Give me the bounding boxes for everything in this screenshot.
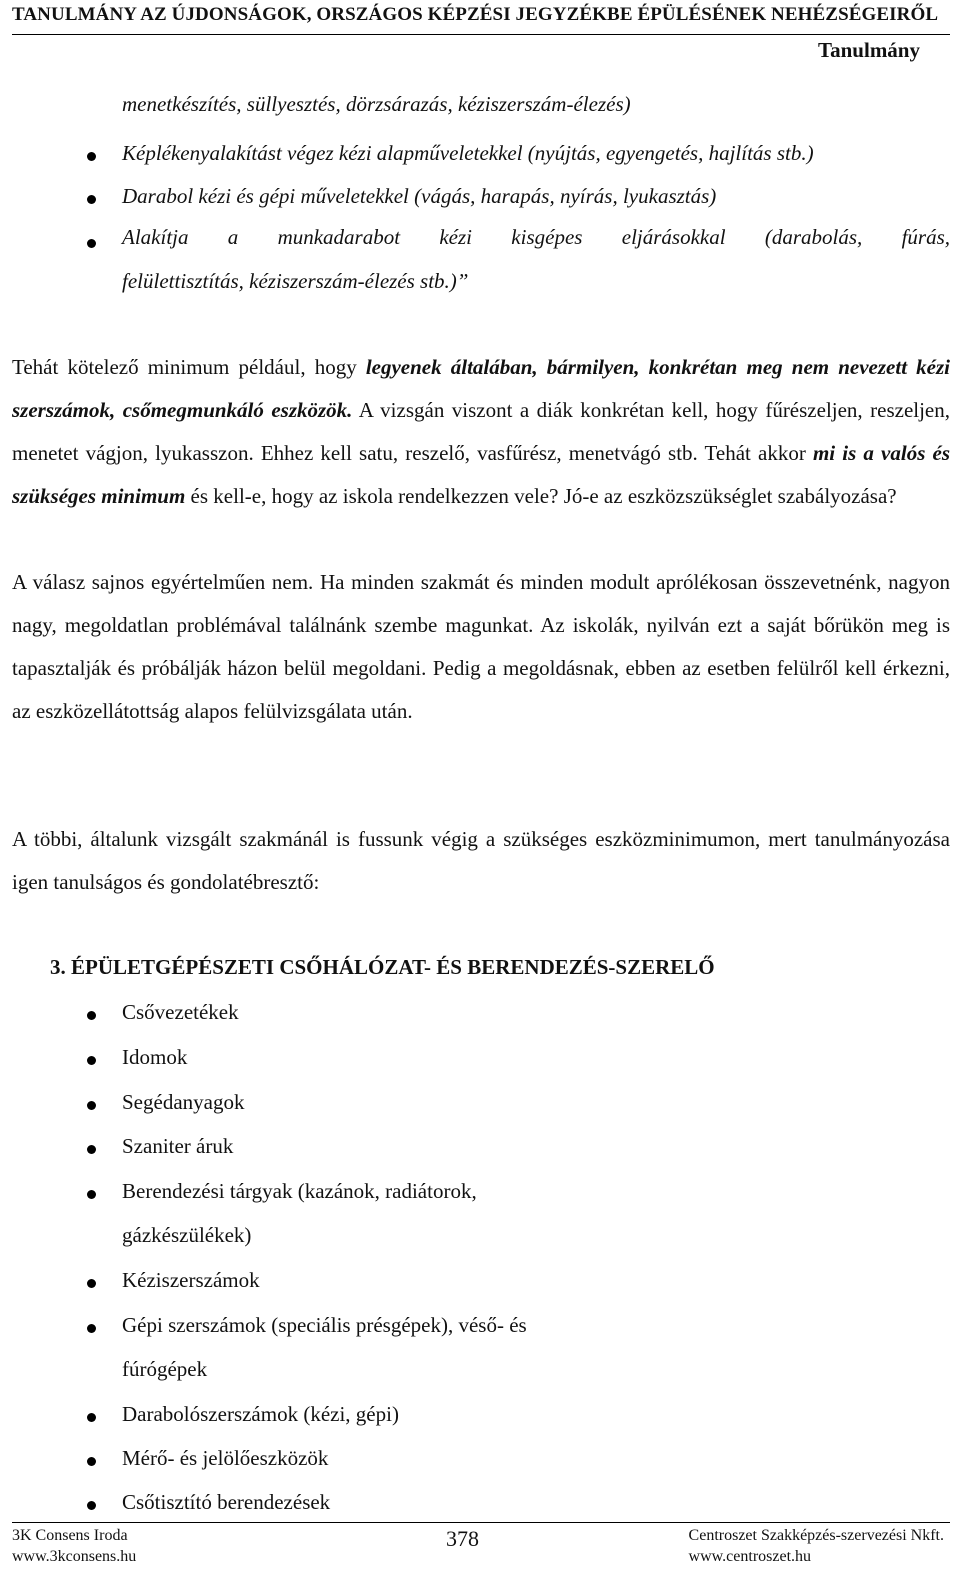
paragraph: A válasz sajnos egyértelműen nem. Ha minden szakmát és minden modult aprólékosan összevetnénk, nagyon nagy, megoldatlan problémával találnánk szembe magunkat. Az iskolák, nyilván ezt a saját bőrükön meg is tapasztalják és próbálják házon belül megoldani. Pedig a megoldásnak, ebben az esetben felülről kell érkezni, az eszközellátottság alapos felülvizsgálata után. (12, 570, 950, 723)
list-item (0, 181, 960, 225)
list-item-text: Csőtisztító berendezések (122, 1490, 331, 1514)
list-item-text: Darabolószerszámok (kézi, gépi) (122, 1402, 399, 1426)
section-heading: 3. ÉPÜLETGÉPÉSZETI CSŐHÁLÓZAT- ÉS BERENDEZÉS-SZERELŐ (50, 955, 715, 979)
list-item-text: Idomok (122, 1045, 188, 1069)
bullet-icon (87, 1145, 96, 1154)
list-item-text: Darabol kézi és gépi műveletekkel (vágás, harapás, nyírás, lyukasztás) (122, 184, 717, 208)
bullet-icon (87, 1190, 96, 1199)
list-item (0, 1131, 960, 1175)
list-item-text: Kéziszerszámok (122, 1268, 260, 1292)
paragraph-text: A vizsgán viszont a diák konkrétan kell, hogy fűrészeljen, reszeljen, menetet vágjon, lyukasszon. Ehhez kell satu, reszelő, vasfűrész, menetvágó stb. Tehát akkor (12, 398, 951, 465)
list-item-text: gázkészülékek) (122, 1223, 252, 1247)
list-item-continued (0, 1220, 960, 1264)
bullet-icon (87, 152, 96, 161)
bullet-icon (87, 1324, 96, 1333)
list-item (0, 1176, 960, 1220)
page-footer (12, 1522, 950, 1578)
bullet-icon (87, 195, 96, 204)
footer-divider (12, 1522, 950, 1523)
paragraph-emphasis: mi is a valós és szükséges minimum (12, 441, 950, 508)
footer-left (12, 1525, 136, 1567)
list-item (0, 1265, 960, 1309)
bullet-icon (87, 1279, 96, 1288)
paragraph-text: és kell-e, hogy az iskola rendelkezzen vele? Jó-e az eszközszükséglet szabályozása? (185, 484, 897, 508)
list-item-text: Képlékenyalakítást végez kézi alapműveletekkel (nyújtás, egyengetés, hajlítás stb.) (122, 141, 814, 165)
page-number: 378 (446, 1526, 479, 1551)
header-tag: Tanulmány (818, 38, 920, 62)
footer-org-url: www.3kconsens.hu (12, 1548, 137, 1565)
bullet-icon (87, 1501, 96, 1510)
list-item (0, 1087, 960, 1131)
list-item (0, 997, 960, 1041)
bullet-icon (87, 1056, 96, 1065)
list-item-text: Mérő- és jelölőeszközök (122, 1446, 329, 1470)
list-continuation: menetkészítés, süllyesztés, dörzsárazás, kéziszerszám-élezés) (122, 92, 631, 116)
page-header (12, 4, 950, 66)
paragraph-emphasis: legyenek általában, bármilyen, konkrétan meg nem nevezett kézi szerszámok, csőmegmunkáló eszközök. (12, 355, 950, 422)
list-item-text: Csővezetékek (122, 1000, 239, 1024)
list-item (0, 1042, 960, 1086)
list-item (0, 138, 960, 182)
header-title: TANULMÁNY AZ ÚJDONSÁGOK, ORSZÁGOS KÉPZÉSI JEGYZÉKBE ÉPÜLÉSÉNEK NEHÉZSÉGEIRŐL (12, 4, 939, 25)
list-item-text-continued: felülettisztítás, kéziszerszám-élezés stb.)” (122, 269, 469, 293)
list-item-text: fúrógépek (122, 1357, 208, 1381)
list-item-text: Berendezési tárgyak (kazánok, radiátorok, (122, 1179, 477, 1203)
list-item-text: Szaniter áruk (122, 1134, 234, 1158)
bullet-icon (87, 239, 96, 248)
list-item (0, 1399, 960, 1443)
paragraph: A többi, általunk vizsgált szakmánál is fussunk végig a szükséges eszközminimumon, mert tanulmányozása igen tanulságos és gondolatébresztő: (12, 827, 950, 894)
list-item-continued (0, 1354, 960, 1398)
footer-org: 3K Consens Iroda (12, 1527, 128, 1544)
footer-partner: Centroszet Szakképzés-szervezési Nkft. (688, 1527, 944, 1544)
bullet-icon (87, 1457, 96, 1466)
paragraph (12, 346, 950, 518)
list-item (0, 1443, 960, 1487)
list-item-text: Segédanyagok (122, 1090, 245, 1114)
list-item-text: Gépi szerszámok (speciális présgépek), véső- és (122, 1313, 527, 1337)
bullet-icon (87, 1101, 96, 1110)
list-item (0, 1310, 960, 1354)
paragraph-text: Tehát kötelező minimum például, hogy (12, 355, 366, 379)
footer-partner-url: www.centroszet.hu (688, 1548, 812, 1565)
header-divider (12, 34, 950, 35)
bullet-icon (87, 1413, 96, 1422)
list-item-text: Alakítja a munkadarabot kézi kisgépes eljárásokkal (darabolás, fúrás, (122, 225, 950, 249)
bullet-icon (87, 1011, 96, 1020)
footer-right (689, 1525, 944, 1567)
